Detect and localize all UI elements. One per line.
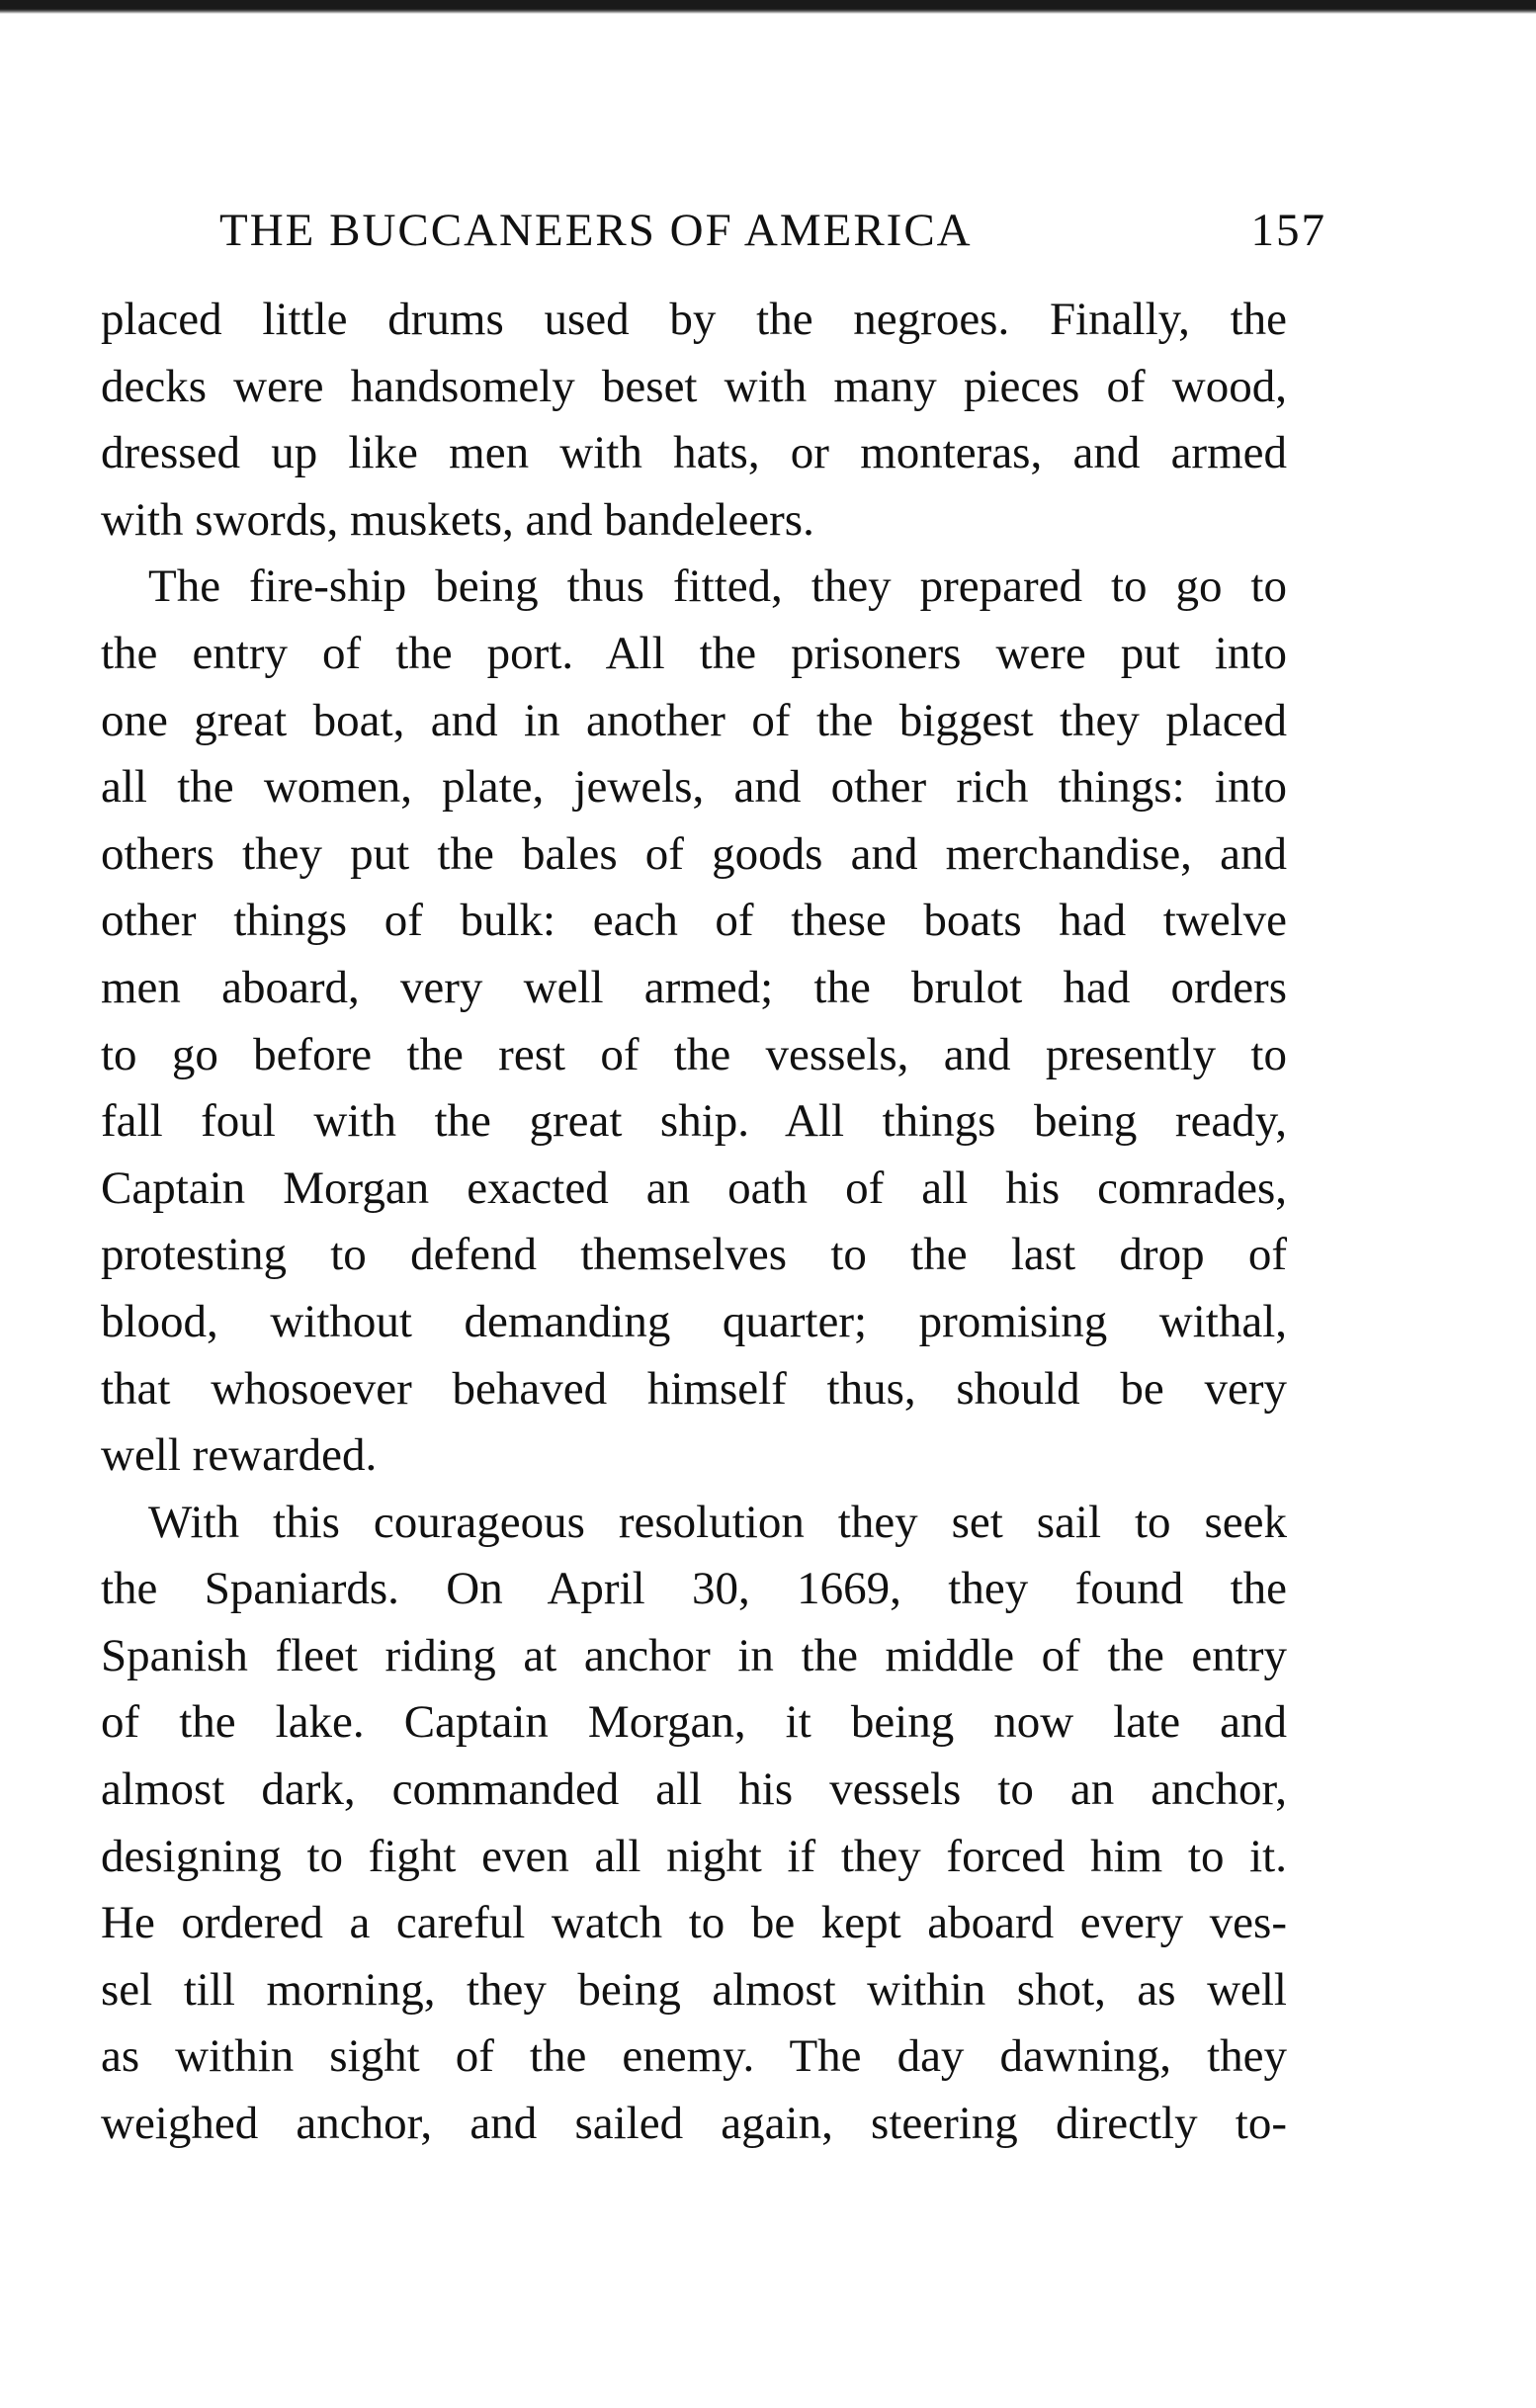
text-line: the Spaniards. On April 30, 1669, they found the: [101, 1563, 1287, 1615]
text-line: all the women, plate, jewels, and other rich things: into: [101, 761, 1287, 814]
paragraph-2: [101, 554, 1287, 1489]
text-line: fall foul with the great ship. All things being ready,: [101, 1095, 1287, 1148]
text-line: almost dark, commanded all his vessels to an anchor,: [101, 1763, 1287, 1816]
text-line: placed little drums used by the negroes. Finally, the: [101, 294, 1287, 345]
body-text: [101, 287, 1287, 2158]
page-number: 157: [1250, 205, 1326, 256]
text-line: Spanish fleet riding at anchor in the middle of the entry: [101, 1629, 1287, 1681]
text-line: blood, without demanding quarter; promising withal,: [101, 1295, 1287, 1347]
text-line: dressed up like men with hats, or monteras, and armed: [101, 427, 1287, 479]
text-line: others they put the bales of goods and merchandise, and: [101, 827, 1287, 880]
text-line: weighed anchor, and sailed again, steering directly to-: [101, 2098, 1287, 2150]
text-line: He ordered a careful watch to be kept aboard every ves-: [101, 1897, 1287, 1949]
paragraph-3: [101, 1490, 1287, 2158]
text-line: one great boat, and in another of the biggest they placed: [101, 694, 1287, 746]
text-line: sel till morning, they being almost within shot, as well: [101, 1963, 1287, 2016]
top-border-rule: [0, 0, 1536, 14]
text-line: the entry of the port. All the prisoners were put into: [101, 627, 1287, 679]
running-title: THE BUCCANEERS OF AMERICA: [219, 205, 973, 256]
text-line: protesting to defend themselves to the last drop of: [101, 1229, 1287, 1281]
text-line: as within sight of the enemy. The day dawning, they: [101, 2030, 1287, 2083]
text-line: with swords, muskets, and bandeleers.: [101, 493, 814, 546]
text-line: men aboard, very well armed; the brulot had orders: [101, 961, 1287, 1013]
text-line: With this courageous resolution they set sail to seek: [148, 1496, 1287, 1548]
text-line: other things of bulk: each of these boats had twelve: [101, 895, 1287, 947]
text-line: Captain Morgan exacted an oath of all his comrades,: [101, 1161, 1287, 1214]
text-line: to go before the rest of the vessels, and presently to: [101, 1028, 1287, 1080]
text-line: decks were handsomely beset with many pieces of wood,: [101, 360, 1287, 412]
text-line: well rewarded.: [101, 1429, 378, 1482]
text-line: The fire-ship being thus fitted, they prepared to go to: [148, 560, 1287, 613]
paragraph-1: [101, 287, 1287, 554]
text-line: designing to fight even all night if they forced him to it.: [101, 1830, 1287, 1882]
text-line: that whosoever behaved himself thus, should be very: [101, 1362, 1287, 1415]
page-header: [219, 204, 1326, 267]
text-line: of the lake. Captain Morgan, it being now late and: [101, 1696, 1287, 1749]
